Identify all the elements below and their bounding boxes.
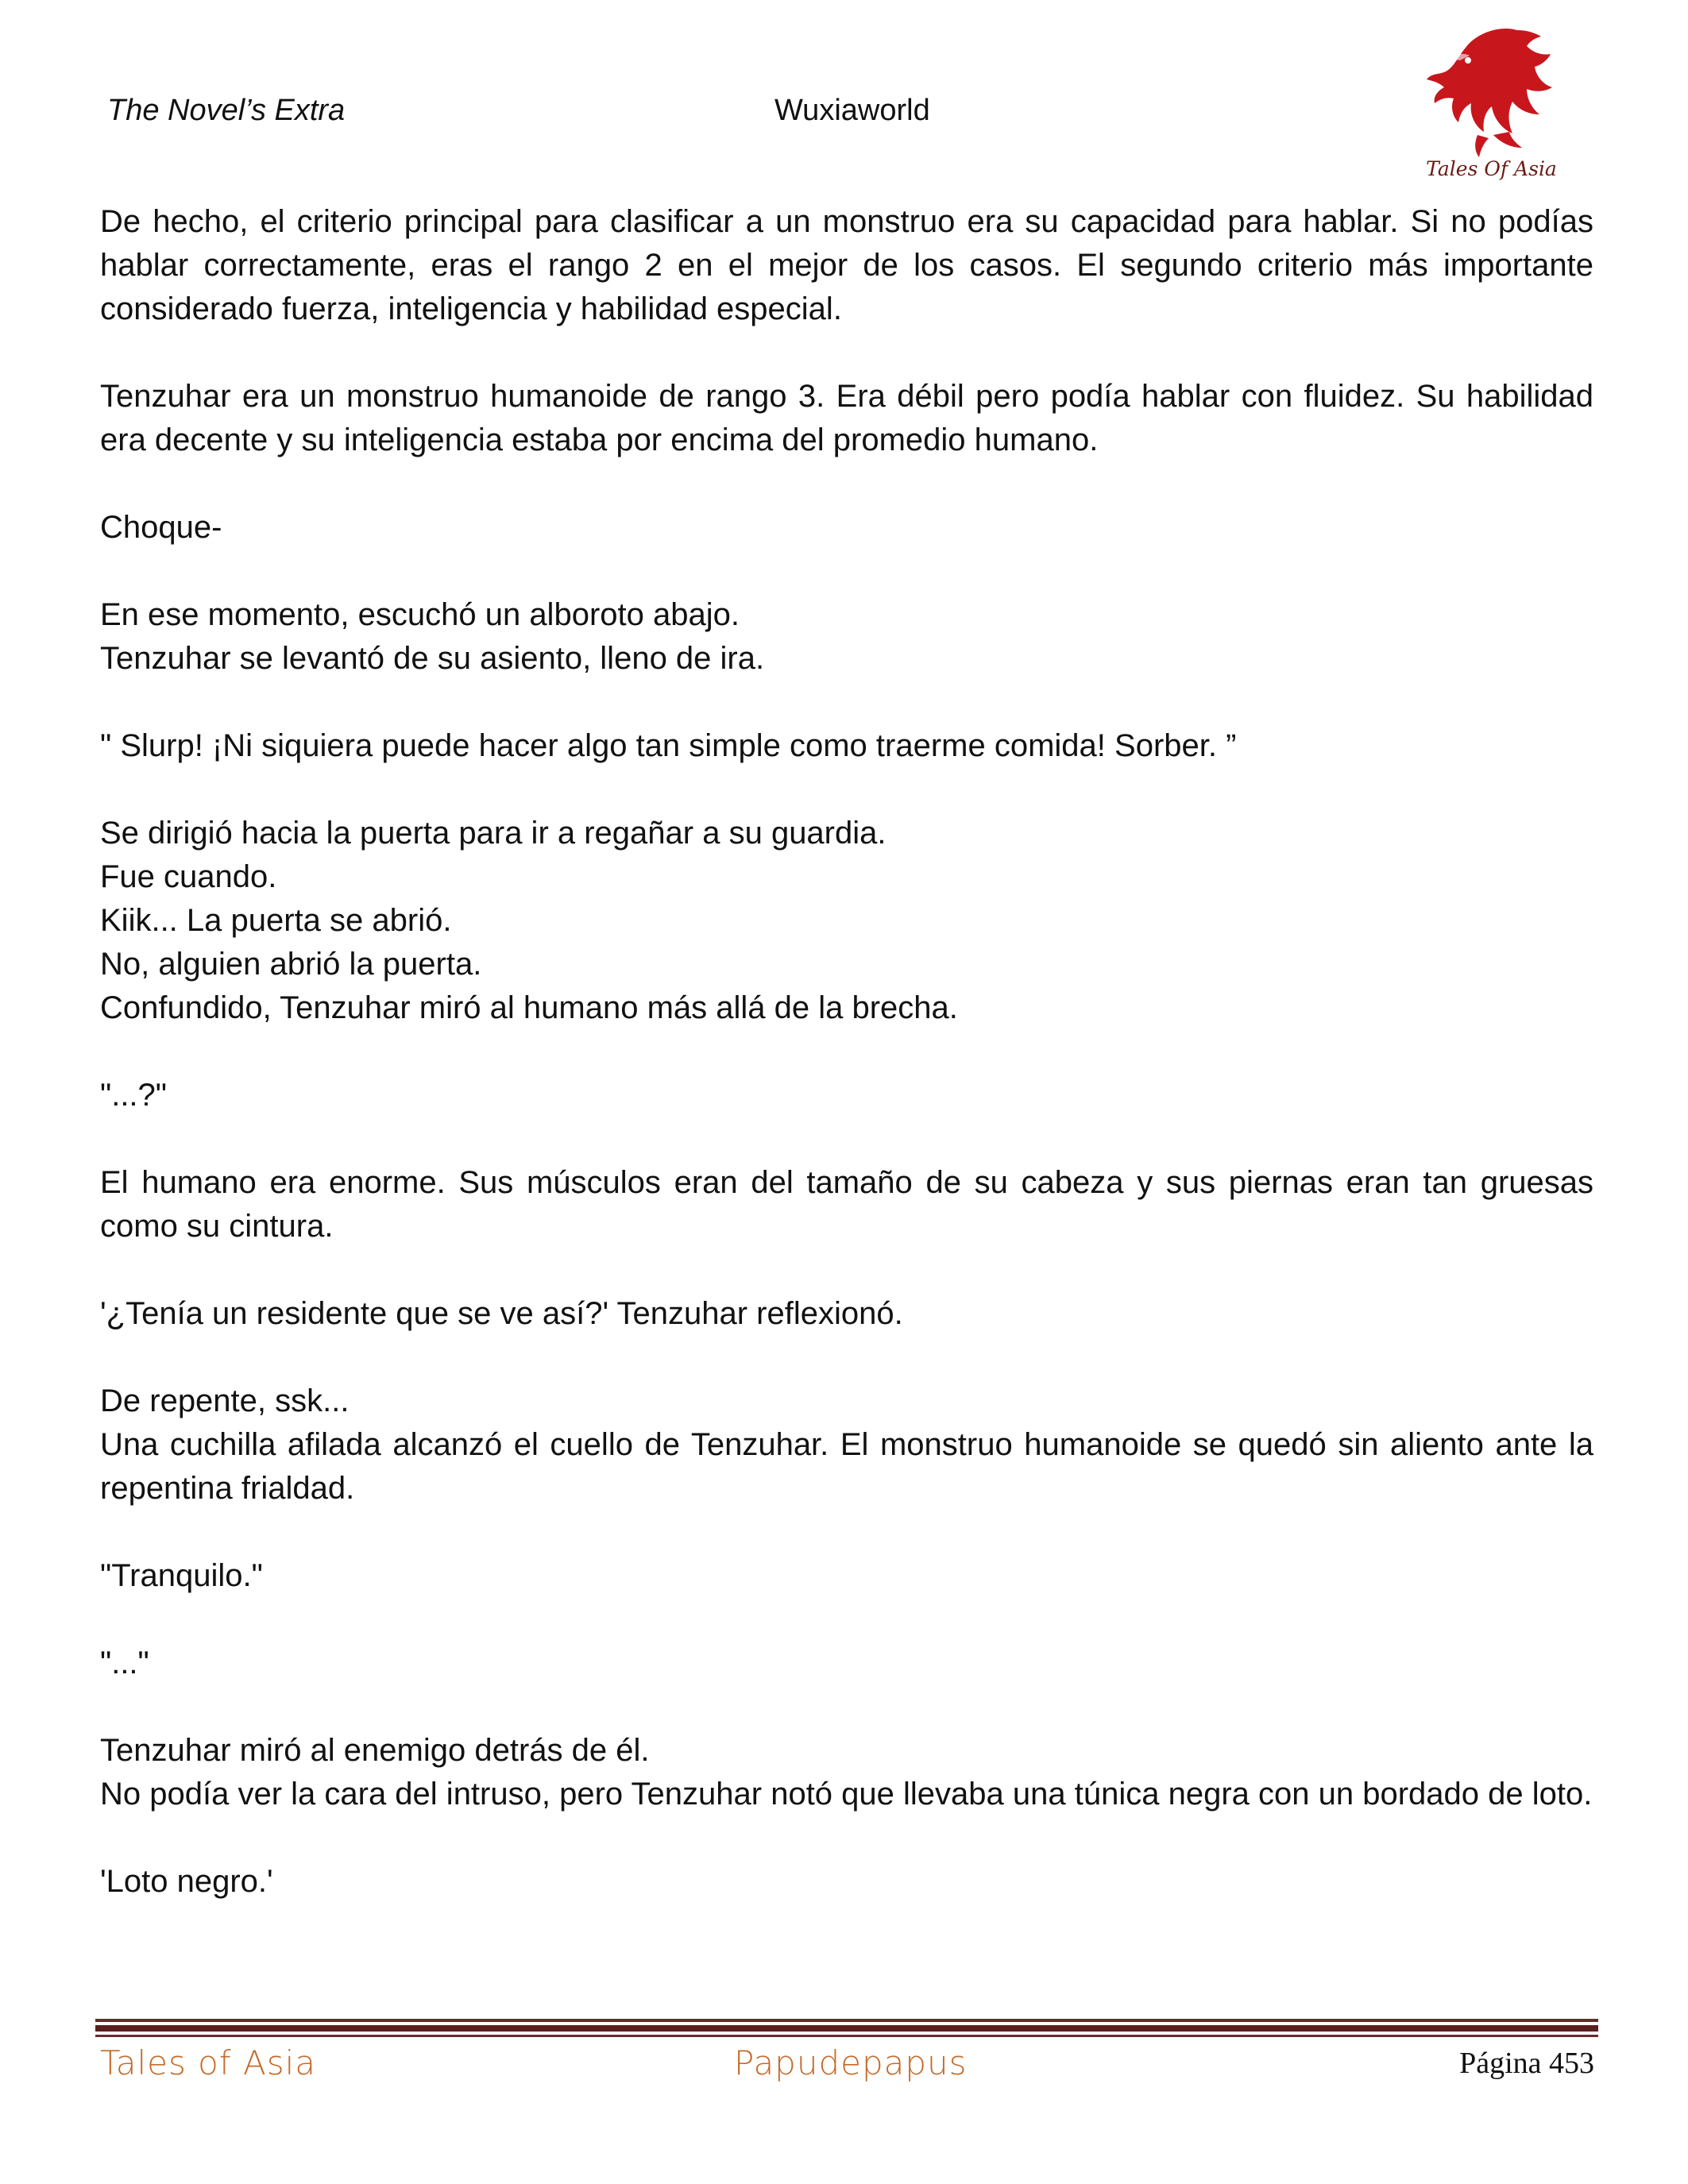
- tales-of-asia-logo: [1422, 24, 1561, 191]
- text-line: '¿Tenía un residente que se ve así?' Tenzuhar reflexionó.: [100, 1296, 903, 1331]
- footer-rule-top: [95, 2019, 1598, 2022]
- footer-group-name: Tales of Asia: [100, 2043, 317, 2082]
- paragraph: [100, 1860, 1593, 1904]
- paragraph: [100, 1379, 1593, 1511]
- paragraph: [100, 506, 1593, 550]
- text-line: No, alguien abrió la puerta.: [100, 947, 482, 982]
- text-line: No podía ver la cara del intruso, pero Tenzuhar notó que llevaba una túnica negra con un bordado de loto.: [100, 1777, 1593, 1812]
- footer-rule-middle: [95, 2025, 1598, 2032]
- text-line: De hecho, el criterio principal para clasificar a un monstruo era su capacidad para hablar. Si no podías hablar correctamente, eras el rango 2 en el mejor de los casos. El segundo criterio más importante considerado fuerza, inteligencia y habilidad especial.: [100, 204, 1593, 326]
- page-number: Página 453: [1459, 2047, 1594, 2080]
- paragraph: [100, 812, 1593, 1030]
- text-line: "...?": [100, 1078, 167, 1113]
- paragraph: [100, 375, 1593, 462]
- text-line: "...": [100, 1646, 149, 1680]
- text-line: En ese momento, escuchó un alboroto abajo.: [100, 597, 740, 632]
- paragraph: [100, 1554, 1593, 1598]
- text-line: Choque-: [100, 510, 222, 545]
- text-line: 'Loto negro.': [100, 1864, 273, 1899]
- text-line: Tenzuhar se levantó de su asiento, lleno de ira.: [100, 641, 765, 676]
- header-book-title: The Novel’s Extra: [107, 94, 346, 127]
- footer-translator: Papudepapus: [734, 2043, 968, 2082]
- text-line: El humano era enorme. Sus músculos eran del tamaño de su cabeza y sus piernas eran tan gruesas como su cintura.: [100, 1165, 1593, 1244]
- page-header: [0, 0, 1688, 191]
- text-line: Confundido, Tenzuhar miró al humano más allá de la brecha.: [100, 990, 958, 1025]
- text-line: Kiik... La puerta se abrió.: [100, 903, 452, 938]
- paragraph: [100, 724, 1593, 768]
- text-line: Tenzuhar era un monstruo humanoide de rango 3. Era débil pero podía hablar con fluidez. Su habilidad era decente y su inteligencia estaba por encima del promedio humano.: [100, 379, 1593, 457]
- text-line: " Slurp! ¡Ni siquiera puede hacer algo tan simple como traerme comida! Sorber. ”: [100, 728, 1237, 763]
- text-line: Se dirigió hacia la puerta para ir a regañar a su guardia.: [100, 816, 886, 851]
- text-line: Fue cuando.: [100, 859, 277, 894]
- paragraph: [100, 1161, 1593, 1248]
- paragraph: [100, 1074, 1593, 1117]
- paragraph: [100, 200, 1593, 331]
- paragraph: [100, 593, 1593, 681]
- text-line: Una cuchilla afilada alcanzó el cuello de Tenzuhar. El monstruo humanoide se quedó sin aliento ante la repentina frialdad.: [100, 1427, 1593, 1506]
- logo-text: Tales Of Asia: [1426, 157, 1557, 180]
- paragraph: [100, 1729, 1593, 1816]
- document-body: [100, 200, 1593, 1904]
- paragraph: [100, 1292, 1593, 1336]
- footer-rule-bottom: [95, 2035, 1598, 2037]
- text-line: Tenzuhar miró al enemigo detrás de él.: [100, 1733, 650, 1768]
- dragon-icon: [1422, 24, 1561, 159]
- paragraph: [100, 1642, 1593, 1685]
- text-line: De repente, ssk...: [100, 1383, 350, 1418]
- text-line: "Tranquilo.": [100, 1558, 263, 1593]
- header-site-name: Wuxiaworld: [774, 94, 930, 127]
